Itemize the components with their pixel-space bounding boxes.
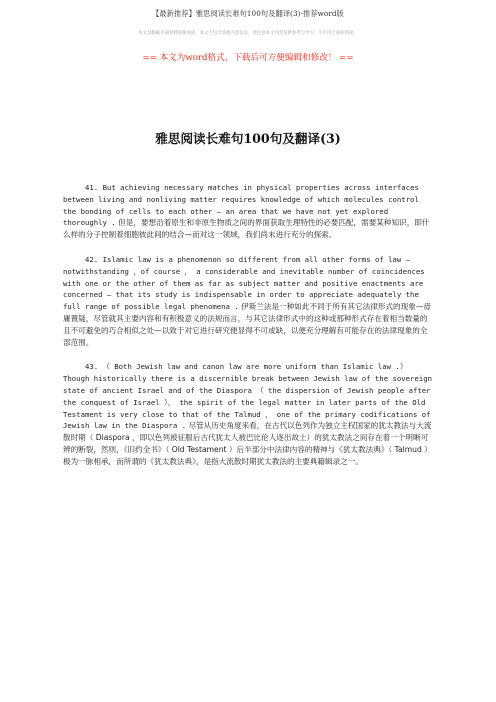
chinese-translation: 但是，要想沿着原生和非原生物质之间的界面获取生理特性的必要匹配，需要某种知识，即什么样的分子控制着细胞彼此间的结合—而对这一领域，我们尚未进行充分的探索。 [63, 218, 430, 240]
sentence-item-42 [63, 254, 435, 348]
english-sentence: 42. Islamic law is a phenomenon so different from all other forms of law – notwithstanding ，of course ， a considerable and inevitable number of coincidences with one or the other of them as far as subject matter and positive enactments are concerned – that its study is indispensable in order to appreciate adequately the full range of possible legal phenomena . [63, 254, 425, 312]
disclaimer-notice: 本文是根据市面材料转换而成，本文不包含其他内容信息，请注意本文内容仅供参考与学习，不可用于商业用途。 [138, 31, 358, 36]
top-title: 【最新推荐】雅思阅读长难句100句及翻译(3)-推荐word版 [152, 9, 344, 18]
document-body [63, 182, 435, 481]
document-title: 雅思阅读长难句100句及翻译(3) [155, 131, 341, 146]
sentence-item-43 [63, 361, 435, 467]
chinese-translation: 伊斯兰法是一种如此不同于所有其它法律形式的现象—毋庸置疑，尽管就其主要内容和有积极意义的法规而言，与其它法律形式中的这种或那种形式存在着相当数量的且不可避免的巧合相似之处—以致于对它进行研究便显得不可或缺，以便充分理解有可能存在的法律现象的全部范围。 [63, 302, 431, 347]
english-sentence: 43. （ Both Jewish law and canon law are more uniform than Islamic law .） Though historically there is a discernible break between Jewish law of the sovereign state of ancient Israel and of the Diaspora （ the dispersion of Jewish people after the conquest of Israel ）， the spirit of the legal matter in later parts of the Old Testament is very close to that of the Talmud ， one of the primary codifications of Jewish law in the Diaspora . [63, 362, 433, 431]
sentence-item-41 [63, 182, 435, 241]
word-format-tip: == 本文为word格式，下载后可方便编辑和修改！ == [142, 53, 354, 63]
chinese-translation: 尽管从历史角度来看，在古代以色列作为独立主权国家的犹太教法与大流散时期（ Diaspora ，即以色列被征服后古代犹太人被巴比伦人逐出故土）的犹太教法之间存在着一个明晰可辨的断裂，然则，《旧约全书》（ Old Testament ）后半部分中法律内容的精神与《犹太教法典》（ Talmud ）极为一脉相承，而所谓的《犹太教法典》，是指大流散时期犹太教法的主要典籍辑录之一。 [63, 421, 432, 466]
english-sentence: 41. But achieving necessary matches in physical properties across interfaces between living and nonliving matter requires knowledge of which molecules control the bonding of cells to each other – an area that we have not yet explored thoroughly . [63, 183, 419, 228]
